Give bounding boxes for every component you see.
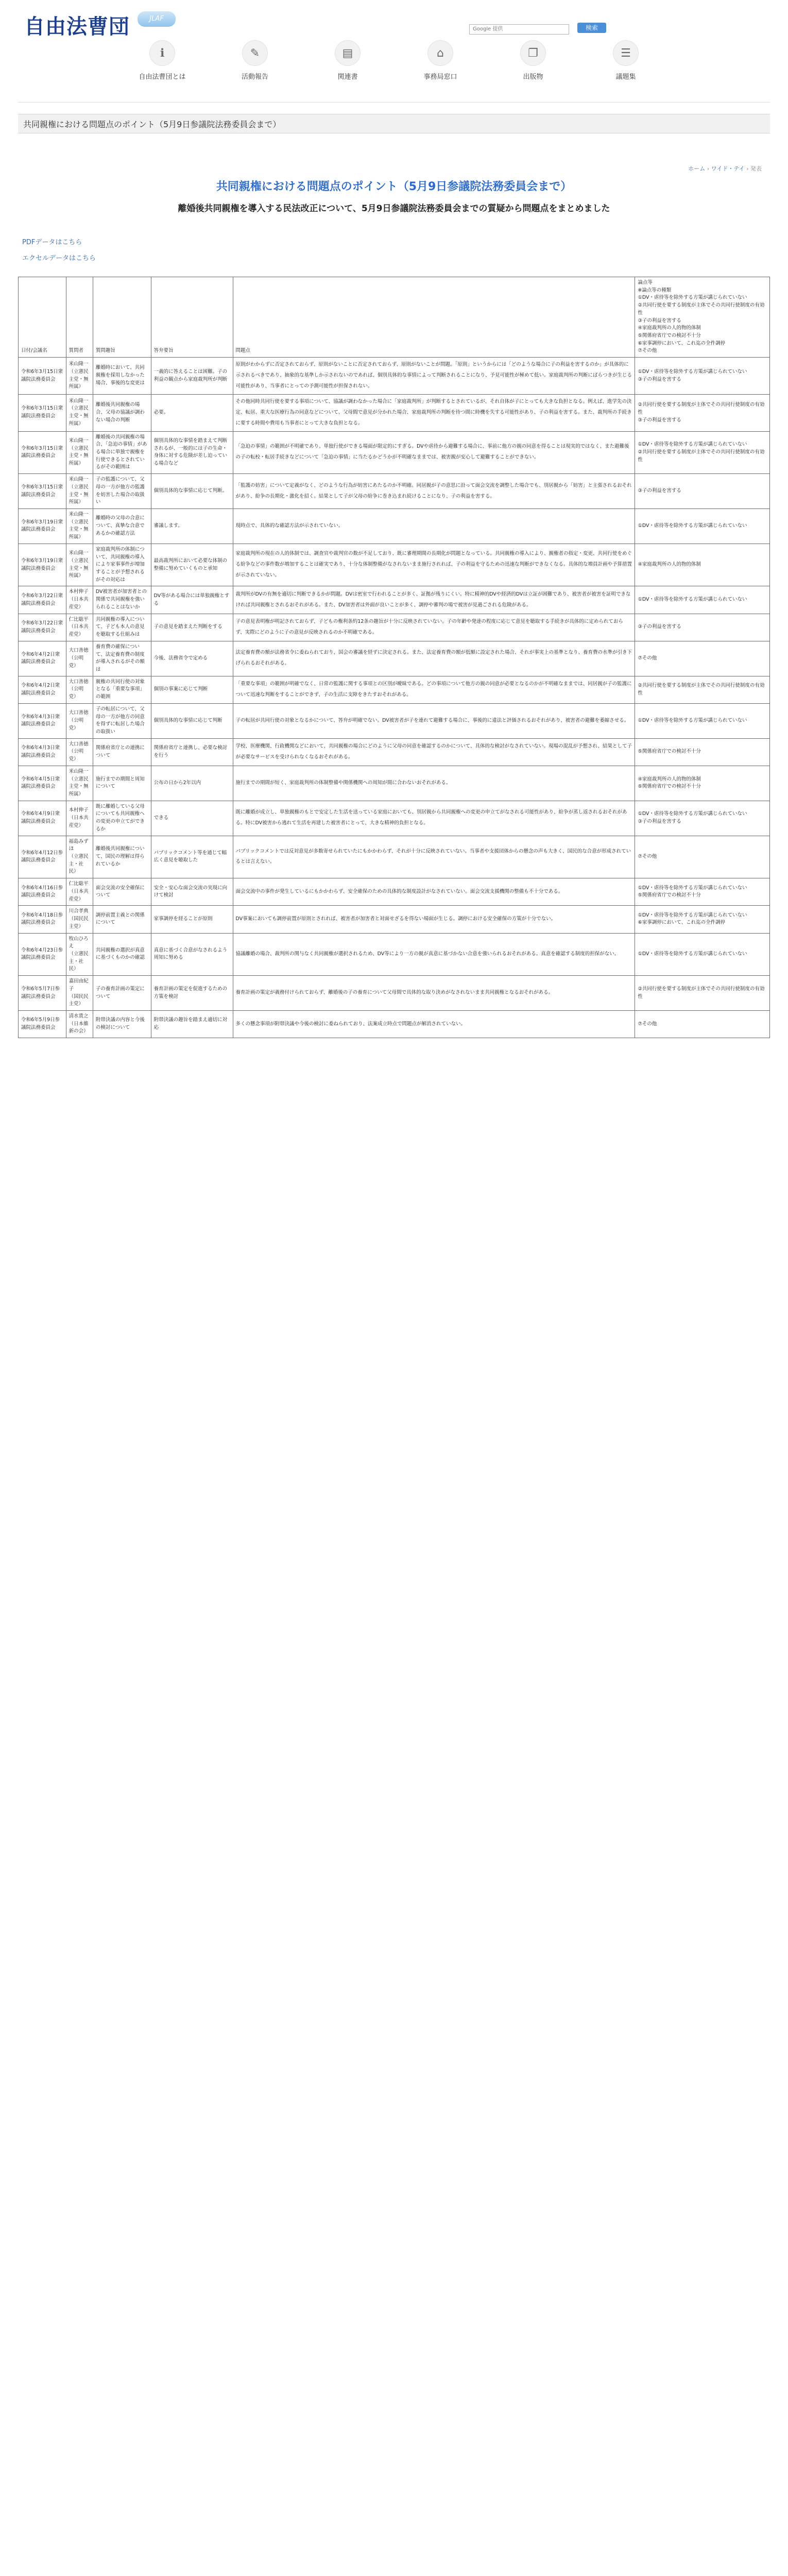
cell-question: 養育費の確保について、法定養育費の制度が導入されるがその額は: [93, 641, 151, 676]
cell-problem: 「重要な事項」の範囲が明確でなく、日常の監護に関する事項との区別が曖昧である。どの事項について他方の親の同意が必要となるのかが不明確なままでは、同居親が子の監護について迅速な判断をすることができず、子の生活に支障をきたすおそれがある。: [233, 676, 635, 703]
cell-date: 令和6年4月5日衆議院法務委員会: [19, 766, 66, 801]
office-icon: ⌂: [427, 40, 453, 66]
cell-speaker: 大口善徳 （公明党）: [66, 641, 93, 676]
cell-problem: 法定養育費の額が法務省令に委ねられており、国会の審議を経ずに決定される。また、法定養育費の額が低額に設定された場合、それが事実上の基準となり、養育費の水準が引き下げられるおそれがある。: [233, 641, 635, 676]
cell-problem: その他同時共同行使を要する事項について、協議が調わなかった場合に「家庭裁判所」が判断するとされているが、それ自体が子にとっても大きな負担となる。例えば、進学先の決定、転居、重大な医療行為の同意などについて、父母間で意見が分かれた場合、家庭裁判所の判断を待つ間に時機を失する可能性があり、子の利益を害する。また、裁判所の手続きに要する時間や費用も当事者にとって大きな負担となる。: [233, 394, 635, 431]
table-row: [19, 614, 770, 641]
cell-category: ③子の利益を害する: [635, 614, 770, 641]
cell-date: 令和6年3月15日衆議院法務委員会: [19, 358, 66, 395]
cell-category: ①DV・虐待等を除外する方策が講じられていない ⑤関係府省庁での検討不十分: [635, 878, 770, 906]
table-row: [19, 544, 770, 586]
cell-speaker: 本村伸子 （日本共産党）: [66, 586, 93, 614]
table-header-row: [19, 277, 770, 358]
table-row: [19, 933, 770, 976]
table-row: [19, 766, 770, 801]
site-logo[interactable]: 自由法曹団: [24, 14, 130, 39]
cell-date: 令和6年4月2日衆議院法務委員会: [19, 676, 66, 703]
cell-question: 共同親権の選択が真意に基づくものかの確認: [93, 933, 151, 976]
cell-speaker: 清水貴之 （日本維新の会）: [66, 1010, 93, 1038]
cell-speaker: 米山隆一 （立憲民主党・無所属）: [66, 544, 93, 586]
cell-category: ⑦その他: [635, 1010, 770, 1038]
cell-answer: 家事調停を経ることが原則: [151, 906, 233, 933]
cell-question: 離婚後の共同親権の場合、「急迫の事情」がある場合に単独で親権を行使できるとされているがその範囲は: [93, 431, 151, 474]
cell-date: 令和6年3月22日衆議院法務委員会: [19, 614, 66, 641]
cell-answer: 子の意見を踏まえた判断をする: [151, 614, 233, 641]
cell-answer: 公布の日から2年以内: [151, 766, 233, 801]
cell-speaker: 嘉田由紀子 （国民民主党）: [66, 976, 93, 1011]
breadcrumb: [18, 164, 770, 173]
nav-item-publications[interactable]: [487, 40, 579, 81]
table-row: [19, 976, 770, 1011]
cell-question: 離婚後共同親権の場合、父母の協議が調わない場合の判断: [93, 394, 151, 431]
table-row: [19, 431, 770, 474]
cell-answer: 個別の事案に応じて判断: [151, 676, 233, 703]
table-row: [19, 358, 770, 395]
cell-problem: DV事案においても調停前置が原則とされれば、被害者が加害者と対面せざるを得ない場面が生じる。調停における安全確保の方策が十分でない。: [233, 906, 635, 933]
cell-category: ②共同行使を要する制度が主体でその共同行使制度の有効性: [635, 976, 770, 1011]
cell-category: ⑤関係府省庁での検討不十分: [635, 738, 770, 766]
cell-speaker: 本村伸子 （日本共産党）: [66, 801, 93, 836]
nav-label: 自由法曹団とは: [139, 73, 186, 81]
cell-problem: 家庭裁判所の現在の人的体制では、調査官や裁判官の数が不足しており、既に審理期間の長期化が問題となっている。共同親権の導入により、親権者の指定・変更、共同行使をめぐる紛争などの事件数が増加することは確実であり、十分な体制整備がなされないまま施行されれば、子の利益を守るための迅速な判断ができなくなる。具体的な増員計画や予算措置が示されていない。: [233, 544, 635, 586]
header-category: 論点等 ※論点等の種類 ①DV・虐待等を除外する方策が講じられていない ②共同行使を要する制度が主体でその共同行使制度の有効性 ③子の利益を害する ④家庭裁判所の人的物的体制 ⑤関係府省庁での検討不十分 ⑥家事調停において、これ迄の全件調停 ⑦その他: [635, 277, 770, 358]
cell-category: ①DV・虐待等を除外する方策が講じられていない: [635, 509, 770, 544]
cell-speaker: 川合孝典 （国民民主党）: [66, 906, 93, 933]
cell-problem: 「急迫の事情」の範囲が不明確であり、単独行使ができる場面が限定的にすぎる。DVや虐待から避難する場合に、事前に他方の親の同意を得ることは現実的ではなく、また避難後の子の転校・転居手続きなどについて「急迫の事情」に当たるかどうかが不明確なままでは、被害親が安心して避難することができない。: [233, 431, 635, 474]
cell-date: 令和6年3月15日衆議院法務委員会: [19, 431, 66, 474]
cell-speaker: 米山隆一 （立憲民主党・無所属）: [66, 509, 93, 544]
cell-answer: 審議します。: [151, 509, 233, 544]
article-headline: 共同親権における問題点のポイント（5月9日参議院法務委員会まで）: [216, 180, 572, 193]
publication-icon: ❐: [520, 40, 546, 66]
table-row: [19, 586, 770, 614]
search-area: [469, 23, 598, 35]
table-row: [19, 1010, 770, 1038]
cell-category: ⑦その他: [635, 641, 770, 676]
nav-item-documents[interactable]: [579, 40, 672, 81]
cell-question: 面会交流の安全確保について: [93, 878, 151, 906]
table-row: [19, 474, 770, 509]
cell-problem: 面会交流中の事件が発生しているにもかかわらず、安全確保のための具体的な制度設計がなされていない。面会交流支援機関の整備も不十分である。: [233, 878, 635, 906]
header-date: 日付/会議名: [19, 277, 66, 358]
cell-question: 子の転居について、父母の一方が他方の同意を得ずに転居した場合の取扱い: [93, 703, 151, 738]
cell-category: ①DV・虐待等を除外する方策が講じられていない: [635, 933, 770, 976]
cell-question: 共同親権の導入について、子ども本人の意見を聴取する仕組みは: [93, 614, 151, 641]
cell-answer: 必要。: [151, 394, 233, 431]
header-answer: 答弁要旨: [151, 277, 233, 358]
cell-problem: 原則がわからずに否定されておらず、原則がないことに否定されておらず、原則がないことが問題。「原則」というからには「どのような場合に子の利益を害するのか」が具体的に示されるべきであり、抽象的な基準しか示されないのであれば、個別具体的な事情によって判断されることになり、予見可能性が極めて低い。家庭裁判所の判断にばらつきが生じる可能性があり、当事者にとっての予測可能性が担保されない。: [233, 358, 635, 395]
cell-question: 離婚時の父母の合意について、真摯な合意であるかの確認方法: [93, 509, 151, 544]
cell-date: 令和6年4月3日衆議院法務委員会: [19, 738, 66, 766]
cell-category: ①DV・虐待等を除外する方策が講じられていない ②共同行使を要する制度が主体でその共同行使制度の有効性: [635, 431, 770, 474]
table-row: [19, 906, 770, 933]
cell-date: 令和6年4月18日参議院法務委員会: [19, 906, 66, 933]
nav-item-reports[interactable]: [209, 40, 301, 81]
book-icon: ▤: [335, 40, 361, 66]
site-header: [18, 0, 770, 39]
document-icon: ☰: [613, 40, 639, 66]
cell-date: 令和6年3月19日衆議院法務委員会: [19, 544, 66, 586]
cell-date: 令和6年4月12日参議院法務委員会: [19, 836, 66, 878]
cell-speaker: 牧山ひろえ （立憲民主・社民）: [66, 933, 93, 976]
cell-speaker: 大口善徳 （公明党）: [66, 738, 93, 766]
cell-date: 令和6年5月7日参議院法務委員会: [19, 976, 66, 1011]
table-row: [19, 738, 770, 766]
cell-answer: 附帯決議の趣旨を踏まえ適切に対応: [151, 1010, 233, 1038]
cell-answer: 一義的に答えることは困難。子の利益の観点から家庭裁判所が判断: [151, 358, 233, 395]
cell-problem: パブリックコメントでは反対意見が多数寄せられていたにもかかわらず、それが十分に反映されていない。当事者や支援団体からの懸念の声も大きく、国民的な合意が形成されているとは言えない。: [233, 836, 635, 878]
breadcrumb-separator: ›: [705, 165, 711, 172]
header-question: 質問趣旨: [93, 277, 151, 358]
cell-category: ①DV・虐待等を除外する方策が講じられていない: [635, 586, 770, 614]
table-body: [19, 358, 770, 1038]
cell-answer: 個別具体的な事情に応じて判断。: [151, 474, 233, 509]
cell-answer: 安全・安心な面会交流の実現に向けて検討: [151, 878, 233, 906]
cell-question: 子の養育計画の策定について: [93, 976, 151, 1011]
table-row: [19, 878, 770, 906]
cell-speaker: 大口善徳 （公明党）: [66, 703, 93, 738]
cell-category: ③子の利益を害する: [635, 474, 770, 509]
cell-speaker: 米山隆一 （立憲民主党・無所属）: [66, 474, 93, 509]
nav-divider: [18, 102, 770, 103]
cell-date: 令和6年3月15日衆議院法務委員会: [19, 394, 66, 431]
nav-item-office[interactable]: [394, 40, 487, 81]
nav-label: 出版物: [523, 73, 543, 81]
cell-question: 調停前置主義との関係について: [93, 906, 151, 933]
cell-problem: 子の転居が共同行使の対象となるかについて、答弁が明確でない。DV被害者が子を連れて避難する場合に、事後的に違法と評価されるおそれがあり、被害者の避難を萎縮させる。: [233, 703, 635, 738]
excel-link[interactable]: エクセルデータはこちら: [22, 255, 96, 262]
cell-category: ①DV・虐待等を除外する方策が講じられていない: [635, 703, 770, 738]
cell-question: 附帯決議の内容と今後の検討について: [93, 1010, 151, 1038]
cell-speaker: 大口善徳 （公明党）: [66, 676, 93, 703]
cell-category: ②共同行使を要する制度が主体でその共同行使制度の有効性: [635, 676, 770, 703]
cell-question: 既に離婚している父母についても共同親権への変更の申立てができるか: [93, 801, 151, 836]
cell-answer: 個別具体的な事情を踏まえて判断されるが、一般的には子の生命・身体に対する危険が差し迫っている場合など: [151, 431, 233, 474]
cell-category: ①DV・虐待等を除外する方策が講じられていない ③子の利益を害する: [635, 358, 770, 395]
cell-speaker: 米山隆一 （立憲民主党・無所属）: [66, 394, 93, 431]
cell-answer: 真意に基づく合意がなされるよう周知に努める: [151, 933, 233, 976]
download-links: [18, 236, 770, 262]
cell-problem: 現時点で、具体的な確認方法が示されていない。: [233, 509, 635, 544]
cell-category: ④家庭裁判所の人的物的体制 ⑤関係府省庁での検討不十分: [635, 766, 770, 801]
cell-answer: できる: [151, 801, 233, 836]
cell-problem: 子の意見表明権が明記されておらず、子どもの権利条約12条の趣旨が十分に反映されていない。子の年齢や発達の程度に応じて意見を聴取する手続きが具体的に定められておらず、実際にどのように子の意見が反映されるのか不明確である。: [233, 614, 635, 641]
cell-problem: 既に離婚が成立し、単独親権のもとで安定した生活を送っている家庭においても、別居親から共同親権への変更の申立てがなされる可能性があり、紛争が蒸し返されるおそれがある。特にDV被害から逃れて生活を再建した被害者にとって、大きな精神的負担となる。: [233, 801, 635, 836]
cell-question: DV被害者が加害者との関係で共同親権を強いられることはないか: [93, 586, 151, 614]
cell-date: 令和6年4月16日参議院法務委員会: [19, 878, 66, 906]
breadcrumb-home[interactable]: ホーム: [688, 165, 706, 172]
cell-question: 施行までの期間と周知について: [93, 766, 151, 801]
cell-question: 家庭裁判所の体制について、共同親権の導入により家事事件が増加することが予想されるがその対応は: [93, 544, 151, 586]
table-row: [19, 836, 770, 878]
cell-answer: 養育計画の策定を促進するための方策を検討: [151, 976, 233, 1011]
cell-date: 令和6年3月15日衆議院法務委員会: [19, 474, 66, 509]
cell-speaker: 仁比聡平 （日本共産党）: [66, 878, 93, 906]
issues-table: [18, 277, 770, 1038]
nav-label: 議題集: [615, 73, 636, 81]
breadcrumb-separator: ›: [744, 165, 750, 172]
logo-badge: JLAF: [138, 11, 176, 27]
main-nav: [18, 34, 770, 102]
nav-item-books[interactable]: [301, 40, 394, 81]
nav-label: 事務局窓口: [423, 73, 457, 81]
cell-category: ②共同行使を要する制度が主体でその共同行使制度の有効性 ③子の利益を害する: [635, 394, 770, 431]
page-title: 共同親権における問題点のポイント（5月9日参議院法務委員会まで）: [18, 114, 770, 133]
table-row: [19, 394, 770, 431]
cell-question: 関係府省庁との連携について: [93, 738, 151, 766]
cell-speaker: 米山隆一 （立憲民主党・無所属）: [66, 358, 93, 395]
header-problem: 問題点: [233, 277, 635, 358]
cell-date: 令和6年4月2日衆議院法務委員会: [19, 641, 66, 676]
nav-item-about[interactable]: [116, 40, 209, 81]
cell-date: 令和6年4月3日衆議院法務委員会: [19, 703, 66, 738]
pdf-link[interactable]: PDFデータはこちら: [22, 239, 82, 246]
cell-date: 令和6年3月22日衆議院法務委員会: [19, 586, 66, 614]
cell-problem: 多くの懸念事項が附帯決議や今後の検討に委ねられており、法案成立時点で問題点が解消されていない。: [233, 1010, 635, 1038]
cell-problem: 養育計画の策定が義務付けられておらず、離婚後の子の養育について父母間で具体的な取り決めがなされないまま共同親権となるおそれがある。: [233, 976, 635, 1011]
cell-question: 離婚時において、共同親権を採用しなかった場合、事後的な変更は: [93, 358, 151, 395]
cell-category: ⑦その他: [635, 836, 770, 878]
cell-question: 離婚後共同親権について、国民の理解は得られているか: [93, 836, 151, 878]
cell-problem: 協議離婚の場合、裁判所の関与なく共同親権が選択されるため、DV等により一方の親が真意に基づかない合意を強いられるおそれがある。真意を確認する制度的担保がない。: [233, 933, 635, 976]
cell-answer: 個別具体的な事情に応じて判断: [151, 703, 233, 738]
breadcrumb-current: 発表: [750, 165, 762, 172]
header-speaker: 質問者: [66, 277, 93, 358]
cell-answer: 最高裁判所において必要な体制の整備に努めていくものと承知: [151, 544, 233, 586]
cell-answer: 関係府省庁と連携し、必要な検討を行う: [151, 738, 233, 766]
nav-label: 活動報告: [241, 73, 268, 81]
cell-category: ①DV・虐待等を除外する方策が講じられていない ⑥家事調停において、これ迄の全件調停: [635, 906, 770, 933]
cell-problem: 学校、医療機関、行政機関などにおいて、共同親権の場合にどのように父母の同意を確認するのかについて、具体的な検討がなされていない。現場の混乱が予想され、結果として子が必要なサービスを受けられなくなるおそれがある。: [233, 738, 635, 766]
cell-category: ①DV・虐待等を除外する方策が講じられていない ③子の利益を害する: [635, 801, 770, 836]
cell-question: 親権の共同行使の対象となる「重要な事項」の範囲: [93, 676, 151, 703]
cell-date: 令和6年5月9日参議院法務委員会: [19, 1010, 66, 1038]
article-subhead: 離婚後共同親権を導入する民法改正について、5月9日参議院法務委員会までの質疑から問題点をまとめました: [178, 204, 610, 214]
cell-question: 子の監護について、父母の一方が他方の監護を妨害した場合の取扱い: [93, 474, 151, 509]
search-button[interactable]: 検索: [577, 23, 606, 33]
table-row: [19, 641, 770, 676]
cell-problem: 裁判所がDVの有無を適切に判断できるかが問題。DVは密室で行われることが多く、証拠が残りにくい。特に精神的DVや経済的DVは立証が困難であり、被害者が被害を証明できなければ共同親権とされるおそれがある。また、DV加害者は外面が良いことが多く、調停や審判の場で被害が見過ごされる危険がある。: [233, 586, 635, 614]
cell-answer: 今後、法務省令で定める: [151, 641, 233, 676]
nav-label: 関連書: [337, 73, 358, 81]
cell-speaker: 仁比聡平 （日本共産党）: [66, 614, 93, 641]
cell-date: 令和6年4月9日衆議院法務委員会: [19, 801, 66, 836]
cell-problem: 施行までの期間が短く、家庭裁判所の体制整備や関係機関への周知が間に合わないおそれがある。: [233, 766, 635, 801]
cell-problem: 「監護の妨害」について定義がなく、どのような行為が妨害にあたるのか不明確。同居親が子の意思に沿って面会交流を調整した場合でも、別居親から「妨害」と主張されるおそれがあり、紛争の長期化・激化を招く。結果として子が父母の紛争に巻き込まれ続けることになり、子の利益を害する。: [233, 474, 635, 509]
cell-speaker: 福島みずほ （立憲民主・社民）: [66, 836, 93, 878]
report-icon: ✎: [242, 40, 268, 66]
info-icon: ℹ: [149, 40, 175, 66]
search-input[interactable]: [469, 24, 569, 35]
table-row: [19, 676, 770, 703]
table-row: [19, 801, 770, 836]
table-row: [19, 509, 770, 544]
cell-date: 令和6年3月19日衆議院法務委員会: [19, 509, 66, 544]
cell-answer: パブリックコメント等を通じて幅広く意見を聴取した: [151, 836, 233, 878]
cell-date: 令和6年4月23日参議院法務委員会: [19, 933, 66, 976]
cell-speaker: 米山隆一 （立憲民主党・無所属）: [66, 766, 93, 801]
cell-speaker: 米山隆一 （立憲民主党・無所属）: [66, 431, 93, 474]
breadcrumb-category[interactable]: ワイド・テイ: [711, 165, 745, 172]
cell-category: ④家庭裁判所の人的物的体制: [635, 544, 770, 586]
table-row: [19, 703, 770, 738]
cell-answer: DV等がある場合には単独親権とする: [151, 586, 233, 614]
